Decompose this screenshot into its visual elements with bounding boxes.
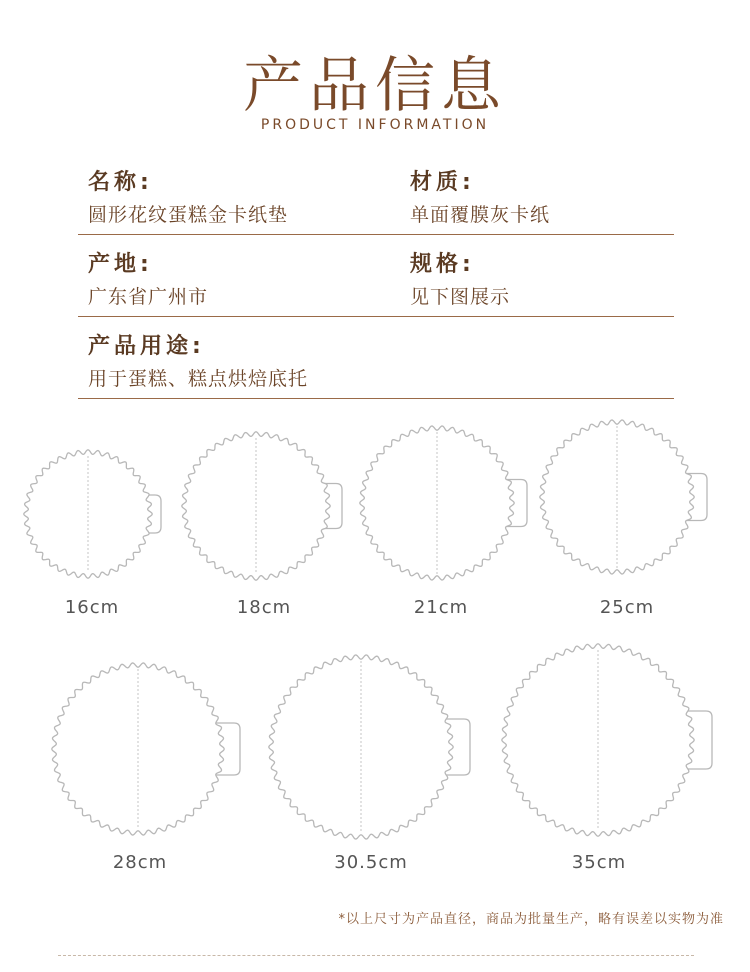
spec-value: 见下图展示 — [410, 286, 511, 308]
material-label: 材质: — [410, 170, 475, 195]
usage-value: 用于蛋糕、糕点烘焙底托 — [88, 368, 309, 390]
origin-value: 广东省广州市 — [88, 286, 209, 308]
size-disclaimer: *以上尺寸为产品直径，商品为批量生产，略有误差以实物为准 — [338, 912, 724, 927]
size-label-28: 28cm — [112, 852, 168, 873]
material-value: 单面覆膜灰卡纸 — [410, 204, 551, 226]
page-subtitle: PRODUCT INFORMATION — [260, 117, 490, 133]
dashed-divider — [58, 955, 694, 956]
usage-label: 产品用途: — [88, 334, 205, 359]
size-label-25: 25cm — [599, 597, 655, 618]
name-value: 圆形花纹蛋糕金卡纸垫 — [88, 204, 289, 226]
name-label: 名称: — [88, 170, 153, 195]
size-label-18: 18cm — [236, 597, 292, 618]
page-title: 产品信息 — [243, 51, 507, 121]
size-label-30-5: 30.5cm — [334, 852, 408, 873]
size-label-35: 35cm — [571, 852, 627, 873]
size-label-16: 16cm — [64, 597, 120, 618]
spec-label: 规格: — [410, 252, 475, 277]
size-label-21: 21cm — [413, 597, 469, 618]
origin-label: 产地: — [88, 252, 153, 277]
